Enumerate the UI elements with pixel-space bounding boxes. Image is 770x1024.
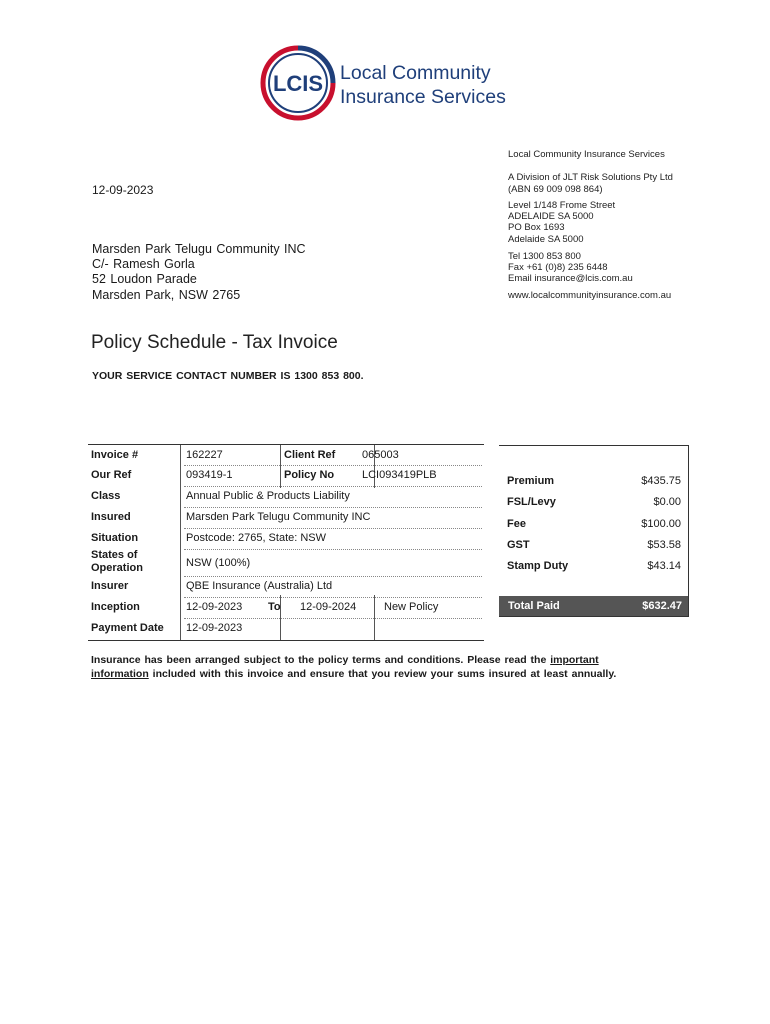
row-separator — [184, 549, 482, 550]
client-ref-value: 065003 — [362, 449, 399, 461]
row-separator — [184, 597, 482, 598]
row-separator — [184, 618, 482, 619]
company-website: www.localcommunityinsurance.com.au — [508, 290, 672, 301]
charge-label: Stamp Duty — [507, 560, 569, 572]
row-separator — [184, 507, 482, 508]
our-ref-label: Our Ref — [91, 469, 132, 481]
policy-no-value: LCI093419PLB — [362, 469, 437, 481]
service-contact-line: YOUR SERVICE CONTACT NUMBER IS 1300 853 800. — [92, 370, 364, 382]
states-label-line-2: Operation — [91, 562, 143, 574]
company-address-4: Adelaide SA 5000 — [508, 234, 584, 245]
page-title: Policy Schedule - Tax Invoice — [91, 332, 338, 353]
recipient-line-3: 52 Loudon Parade — [92, 272, 197, 287]
policy-no-label: Policy No — [284, 469, 335, 481]
total-paid-value: $632.47 — [642, 600, 682, 612]
charge-value: $100.00 — [641, 518, 681, 530]
company-address-3: PO Box 1693 — [508, 222, 565, 233]
situation-value: Postcode: 2765, State: NSW — [186, 532, 327, 544]
situation-label: Situation — [91, 532, 139, 544]
recipient-line-2: C/- Ramesh Gorla — [92, 257, 195, 272]
class-value: Annual Public & Products Liability — [186, 490, 350, 502]
company-division: A Division of JLT Risk Solutions Pty Ltd — [508, 172, 673, 183]
total-paid-label: Total Paid — [508, 600, 560, 612]
table-divider — [280, 445, 281, 488]
charges-summary — [499, 445, 689, 617]
charge-value: $0.00 — [653, 496, 681, 508]
note-text-2: included with this invoice and ensure that you review your sums insured at least annually. — [148, 668, 617, 680]
logo-name-line1: Local Community — [340, 62, 491, 84]
to-value: 12-09-2024 — [300, 601, 357, 613]
our-ref-value: 093419-1 — [186, 469, 233, 481]
states-of-operation-label — [91, 549, 143, 575]
lcis-logo — [258, 44, 338, 122]
row-separator — [184, 486, 482, 487]
logo-badge-text: LCIS — [272, 71, 324, 96]
company-email: Email insurance@lcis.com.au — [508, 273, 633, 284]
inception-value: 12-09-2023 — [186, 601, 243, 613]
to-label: To — [268, 601, 281, 613]
company-name: Local Community Insurance Services — [508, 149, 665, 160]
charge-label: GST — [507, 539, 530, 551]
states-label-line-1: States of — [91, 549, 138, 561]
recipient-line-4: Marsden Park, NSW 2765 — [92, 287, 241, 302]
company-fax: Fax +61 (0)8) 235 6448 — [508, 262, 608, 273]
charge-label: Fee — [507, 518, 526, 530]
company-tel: Tel 1300 853 800 — [508, 251, 581, 262]
recipient-address — [92, 242, 306, 303]
row-separator — [184, 528, 482, 529]
information-link[interactable]: information — [91, 668, 149, 680]
class-label: Class — [91, 490, 121, 502]
inception-label: Inception — [91, 601, 140, 613]
invoice-value: 162227 — [186, 449, 223, 461]
insurer-label: Insurer — [91, 580, 129, 592]
logo-name-line2: Insurance Services — [340, 86, 506, 108]
payment-date-value: 12-09-2023 — [186, 622, 243, 634]
charge-value: $53.58 — [647, 539, 681, 551]
company-abn: (ABN 69 009 098 864) — [508, 184, 603, 195]
logo-wordmark — [340, 61, 506, 109]
important-link[interactable]: important — [550, 654, 599, 666]
charge-value: $435.75 — [641, 475, 681, 487]
invoice-label: Invoice # — [91, 449, 139, 461]
company-address-2: ADELAIDE SA 5000 — [508, 211, 594, 222]
recipient-line-1: Marsden Park Telugu Community INC — [92, 242, 306, 256]
invoice-date: 12-09-2023 — [92, 183, 154, 197]
charge-label: Premium — [507, 475, 555, 487]
policy-type: New Policy — [384, 601, 439, 613]
insurance-note — [91, 653, 691, 681]
company-address-1: Level 1/148 Frome Street — [508, 200, 616, 211]
payment-date-label: Payment Date — [91, 622, 164, 634]
insured-value: Marsden Park Telugu Community INC — [186, 511, 371, 523]
table-divider — [180, 445, 181, 640]
insured-label: Insured — [91, 511, 131, 523]
states-value: NSW (100%) — [186, 557, 251, 569]
row-separator — [184, 465, 482, 466]
charge-value: $43.14 — [647, 560, 681, 572]
client-ref-label: Client Ref — [284, 449, 336, 461]
total-paid-bar — [499, 596, 688, 616]
policy-details-table — [88, 444, 484, 641]
insurer-value: QBE Insurance (Australia) Ltd — [186, 580, 333, 592]
note-text-1: Insurance has been arranged subject to the policy terms and conditions. Please read the — [91, 654, 551, 666]
row-separator — [184, 576, 482, 577]
charge-label: FSL/Levy — [507, 496, 556, 508]
